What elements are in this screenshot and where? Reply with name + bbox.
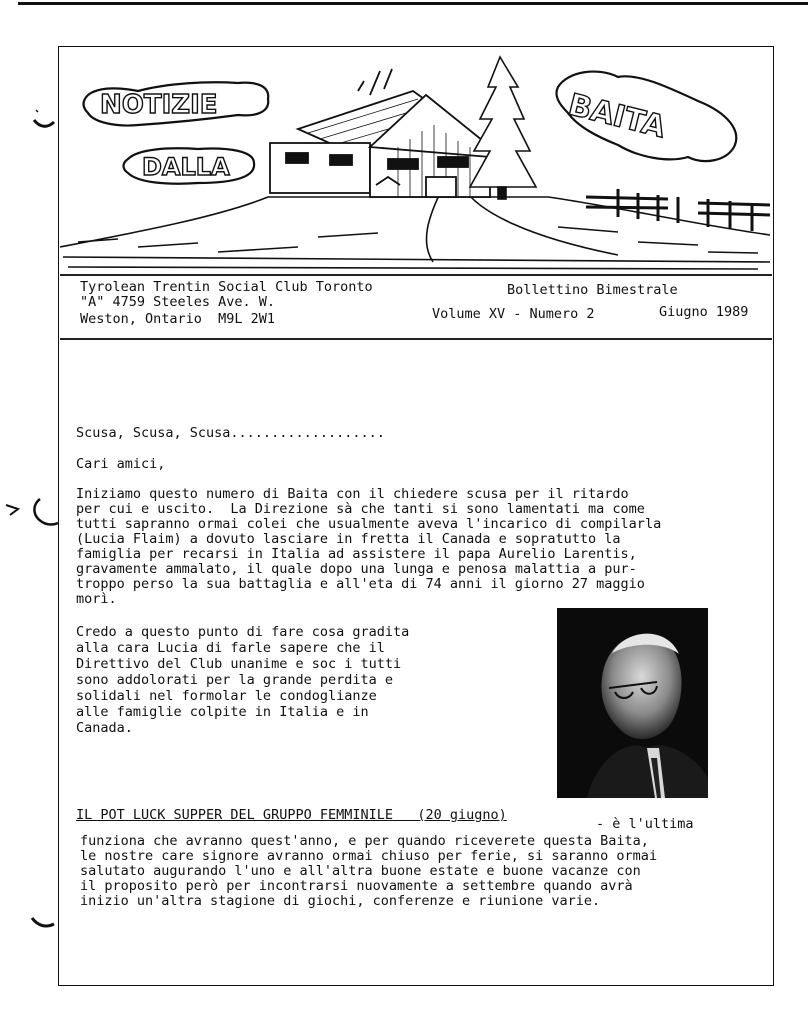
paragraph-2-line: alle famiglie colpite in Italia e in <box>76 704 369 720</box>
header-bottom-rule <box>60 338 772 340</box>
volume-number: Volume XV - Numero 2 <box>432 306 595 322</box>
logo-word-baita: BAITA <box>564 87 669 146</box>
club-address: "A" 4759 Steeles Ave. W. <box>80 294 276 310</box>
punch-hole-mark <box>4 495 58 529</box>
top-rule <box>18 2 808 5</box>
paragraph-2-line: sono addolorati per la grande perdita e <box>76 672 393 688</box>
paragraph-1-line: per cui e uscito. La Direzione sà che tanti si sono lamentati ma come <box>76 501 645 517</box>
section-2-line: il proposito però per incontrarsi nuovamente a settembre quando avrà <box>80 878 633 894</box>
paragraph-1-line: troppo perso la sua battaglia e all'eta di 74 anni il giorno 27 maggio <box>76 576 645 592</box>
punch-hole-mark <box>30 912 56 934</box>
section-2-line: funziona che avranno quest'anno, e per quando riceverete questa Baita, <box>80 833 649 849</box>
issue-date: Giugno 1989 <box>659 304 749 320</box>
paragraph-1-line: (Lucia Flaim) a dovuto lasciare in fretta il Canada e sopratutto la <box>76 531 621 547</box>
paragraph-2-line: Credo a questo punto di fare cosa gradita <box>76 624 410 640</box>
section-2-line: salutato augurando l'uno e all'altra buone estate e buone vacanze con <box>80 863 641 879</box>
club-city: Weston, Ontario M9L 2W1 <box>80 311 276 327</box>
section-heading: IL POT LUCK SUPPER DEL GRUPPO FEMMINILE (20 giugno) <box>76 807 507 823</box>
paragraph-1-line: famiglia per recarsi in Italia ad assistere il papa Aurelio Larentis, <box>76 546 637 562</box>
club-name: Tyrolean Trentin Social Club Toronto <box>80 279 373 295</box>
bulletin-type: Bollettino Bimestrale <box>507 282 678 298</box>
paragraph-1-line: tutti sapranno ormai colei che usualmente aveva l'incarico di compilarla <box>76 516 662 532</box>
paragraph-1-line: Iniziamo questo numero di Baita con il chiedere scusa per il ritardo <box>76 486 629 502</box>
paragraph-2-line: solidali nel formolar le condoglianze <box>76 688 377 704</box>
header-top-rule <box>60 274 772 276</box>
punch-hole-mark <box>30 108 56 138</box>
logo-word-dalla: DALLA <box>142 153 230 181</box>
paragraph-1-line: morì. <box>76 591 117 607</box>
paragraph-2-line: Direttivo del Club unanime e soc i tutti <box>76 656 402 672</box>
paragraph-2-line: alla cara Lucia di farle sapere che il <box>76 640 385 656</box>
section-2-line: le nostre care signore avranno ormai chiuso per ferie, si saranno ormai <box>80 848 658 864</box>
paragraph-1-line: gravamente ammalato, il quale dopo una lunga e penosa malattia a pur- <box>76 561 637 577</box>
section-heading-tail: - è l'ultima <box>596 816 694 832</box>
section-2-line: inizio un'altra stagione di giochi, conferenze e riunione varie. <box>80 893 601 909</box>
masthead-illustration <box>58 47 774 275</box>
logo-word-notizie: NOTIZIE <box>100 90 218 120</box>
salutation: Cari amici, <box>76 456 166 472</box>
article-opening: Scusa, Scusa, Scusa................... <box>76 425 385 441</box>
portrait-photo <box>557 608 708 798</box>
paragraph-2-line: Canada. <box>76 720 133 736</box>
